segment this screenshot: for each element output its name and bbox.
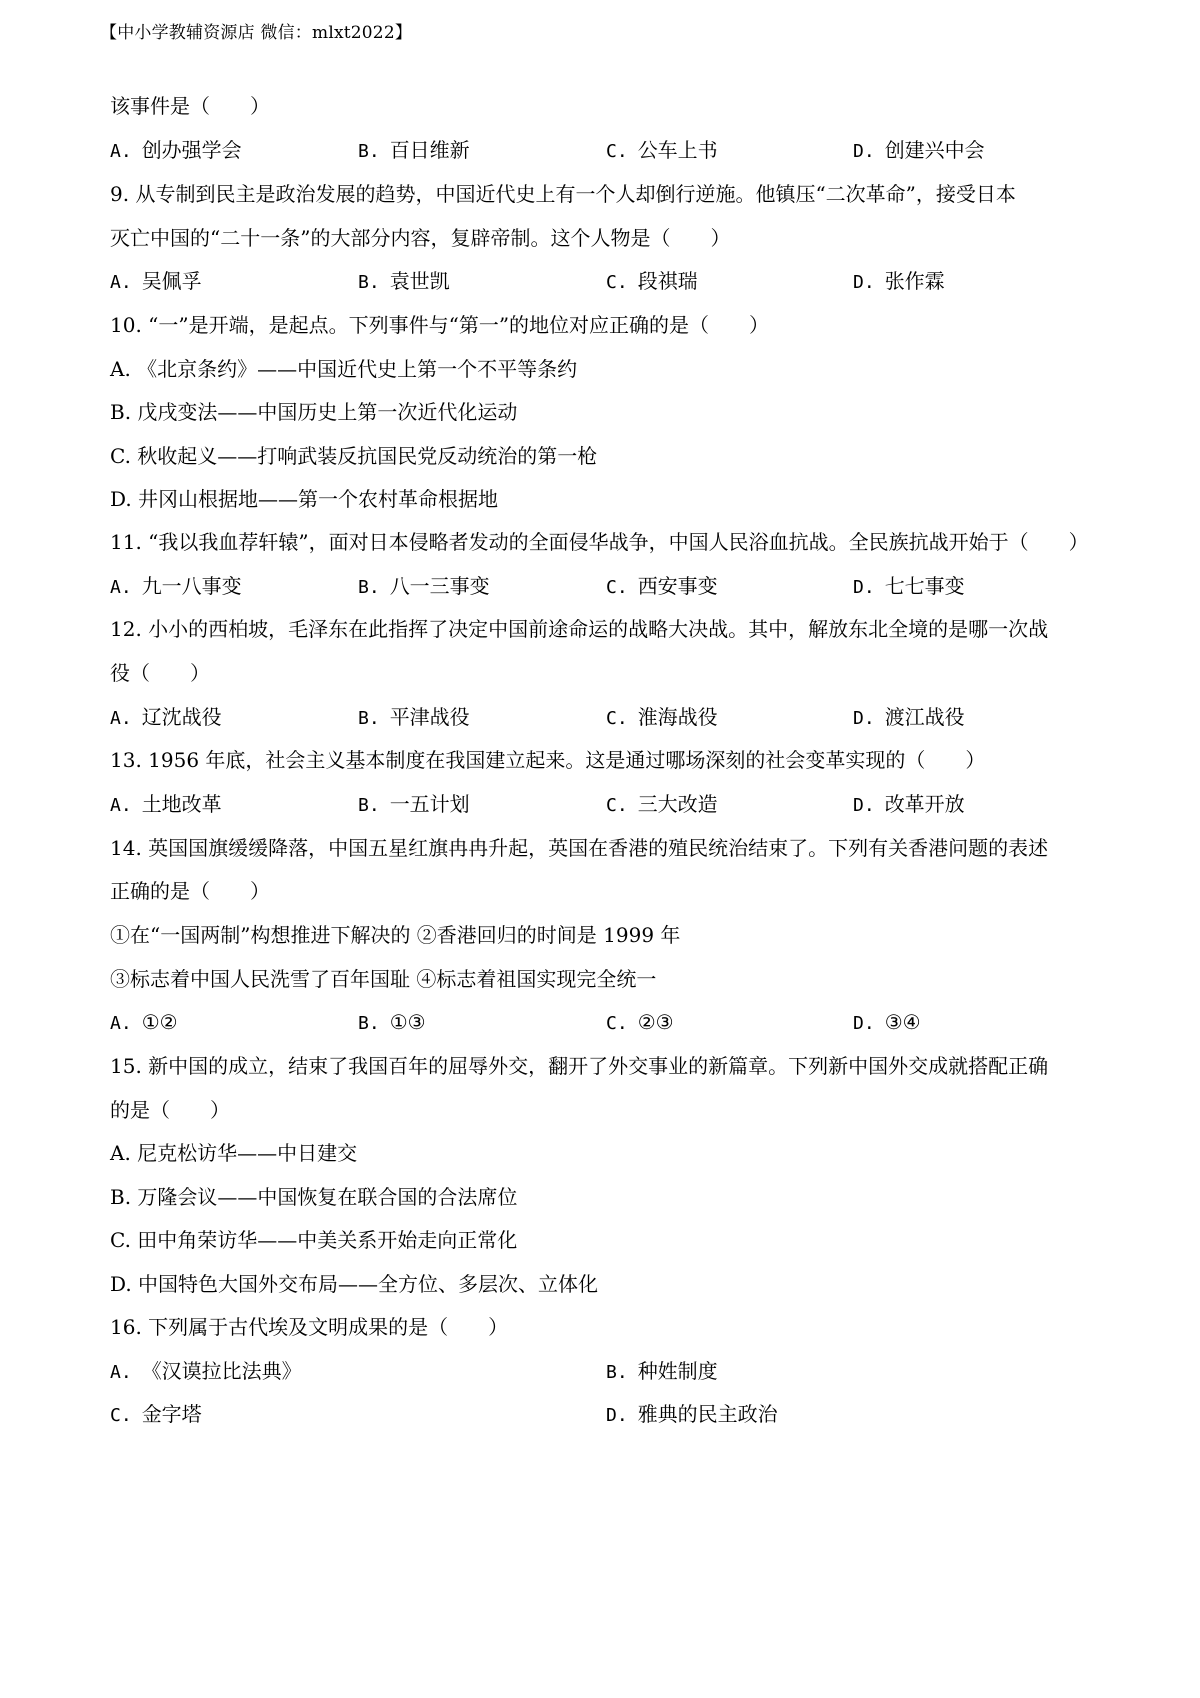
option-text: 百日维新 — [389, 138, 470, 162]
answer-option — [853, 136, 985, 166]
option-letter: A. — [110, 708, 132, 729]
option-text: ③④ — [884, 1010, 921, 1034]
option-text: ①② — [141, 1010, 178, 1034]
option-text: 创办强学会 — [141, 138, 242, 162]
option-letter: B. — [358, 577, 380, 598]
option-text: 创建兴中会 — [884, 138, 985, 162]
option-text: 《汉谟拉比法典》 — [141, 1359, 302, 1383]
text-line: 该事件是（ ） — [110, 94, 270, 118]
option-letter: A. — [110, 141, 132, 162]
option-letter: C. — [606, 141, 628, 162]
option-letter: D. — [853, 795, 875, 816]
option-text: 公车上书 — [637, 138, 718, 162]
option-text: 袁世凯 — [389, 269, 450, 293]
answer-option — [110, 267, 202, 297]
answer-option — [853, 790, 965, 820]
option-text: ①③ — [389, 1010, 426, 1034]
answer-option — [358, 1008, 426, 1038]
text-line: 14. 英国国旗缓缓降落，中国五星红旗冉冉升起，英国在香港的殖民统治结束了。下列有关香港问题的表述 — [110, 836, 1049, 860]
option-text: 一五计划 — [389, 792, 470, 816]
option-letter: D. — [853, 708, 875, 729]
option-text: 九一八事变 — [141, 574, 242, 598]
option-text: 种姓制度 — [637, 1359, 718, 1383]
text-line: 15. 新中国的成立，结束了我国百年的屈辱外交，翻开了外交事业的新篇章。下列新中国外交成就搭配正确 — [110, 1054, 1049, 1078]
option-letter: A. — [110, 795, 132, 816]
answer-option — [110, 1008, 178, 1038]
option-text: 七七事变 — [884, 574, 965, 598]
answer-option — [110, 136, 242, 166]
option-letter: D. — [853, 1013, 875, 1034]
option-text: ②③ — [637, 1010, 674, 1034]
text-line: 9. 从专制到民主是政治发展的趋势，中国近代史上有一个人却倒行逆施。他镇压“二次革命”，接受日本 — [110, 182, 1016, 206]
answer-option — [606, 267, 698, 297]
text-line: D. 井冈山根据地——第一个农村革命根据地 — [110, 487, 499, 511]
option-text: 段祺瑞 — [637, 269, 698, 293]
answer-option — [110, 572, 242, 602]
text-line: 正确的是（ ） — [110, 879, 270, 903]
option-letter: B. — [358, 141, 380, 162]
option-letter: C. — [606, 272, 628, 293]
text-line: 灭亡中国的“二十一条”的大部分内容，复辟帝制。这个人物是（ ） — [110, 226, 731, 250]
answer-option — [358, 572, 490, 602]
option-letter: D. — [853, 577, 875, 598]
answer-option — [606, 572, 718, 602]
text-line: C. 田中角荣访华——中美关系开始走向正常化 — [110, 1228, 518, 1252]
answer-option — [606, 1357, 718, 1387]
answer-option — [853, 572, 965, 602]
text-line: 13. 1956 年底，社会主义基本制度在我国建立起来。这是通过哪场深刻的社会变革实现的（ ） — [110, 748, 986, 772]
answer-option — [853, 1008, 921, 1038]
text-line: B. 戊戌变法——中国历史上第一次近代化运动 — [110, 400, 518, 424]
text-line: C. 秋收起义——打响武装反抗国民党反动统治的第一枪 — [110, 444, 598, 468]
option-letter: B. — [358, 795, 380, 816]
option-letter: A. — [110, 272, 132, 293]
text-line: 16. 下列属于古代埃及文明成果的是（ ） — [110, 1315, 509, 1339]
text-line: ③标志着中国人民洗雪了百年国耻 ④标志着祖国实现完全统一 — [110, 967, 657, 991]
text-line: B. 万隆会议——中国恢复在联合国的合法席位 — [110, 1185, 518, 1209]
text-line: 10. “一”是开端，是起点。下列事件与“第一”的地位对应正确的是（ ） — [110, 313, 770, 337]
option-text: 金字塔 — [141, 1402, 202, 1426]
option-text: 平津战役 — [389, 705, 470, 729]
option-letter: B. — [358, 708, 380, 729]
option-letter: C. — [110, 1405, 132, 1426]
text-line: ①在“一国两制”构想推进下解决的 ②香港回归的时间是 1999 年 — [110, 923, 681, 947]
answer-option — [606, 790, 718, 820]
option-letter: C. — [606, 795, 628, 816]
answer-option — [358, 703, 470, 733]
answer-option — [606, 136, 718, 166]
option-text: 改革开放 — [884, 792, 965, 816]
option-letter: B. — [358, 272, 380, 293]
answer-option — [853, 703, 965, 733]
option-letter: A. — [110, 577, 132, 598]
text-line: A. 《北京条约》——中国近代史上第一个不平等条约 — [110, 357, 578, 381]
option-letter: D. — [853, 272, 875, 293]
option-text: 雅典的民主政治 — [637, 1402, 778, 1426]
answer-option — [606, 703, 718, 733]
answer-option — [358, 267, 450, 297]
option-text: 八一三事变 — [389, 574, 490, 598]
text-line: 11. “我以我血荐轩辕”，面对日本侵略者发动的全面侵华战争，中国人民浴血抗战。全民族抗战开始于（ ） — [110, 530, 1089, 554]
text-line: 役（ ） — [110, 661, 210, 685]
answer-option — [110, 1357, 302, 1387]
option-text: 辽沈战役 — [141, 705, 222, 729]
option-letter: B. — [358, 1013, 380, 1034]
answer-option — [358, 136, 470, 166]
answer-option — [606, 1008, 674, 1038]
answer-option — [358, 790, 470, 820]
answer-option — [853, 267, 945, 297]
option-letter: C. — [606, 1013, 628, 1034]
option-text: 渡江战役 — [884, 705, 965, 729]
option-letter: A. — [110, 1362, 132, 1383]
option-text: 土地改革 — [141, 792, 222, 816]
option-letter: C. — [606, 577, 628, 598]
option-letter: C. — [606, 708, 628, 729]
option-text: 吴佩孚 — [141, 269, 202, 293]
text-line: 12. 小小的西柏坡，毛泽东在此指挥了决定中国前途命运的战略大决战。其中，解放东北全境的是哪一次战 — [110, 617, 1049, 641]
page-header: 【中小学教辅资源店 微信：mlxt2022】 — [100, 23, 413, 43]
option-text: 淮海战役 — [637, 705, 718, 729]
option-text: 西安事变 — [637, 574, 718, 598]
option-letter: A. — [110, 1013, 132, 1034]
text-line: 的是（ ） — [110, 1098, 230, 1122]
text-line: A. 尼克松访华——中日建交 — [110, 1141, 358, 1165]
option-letter: D. — [606, 1405, 628, 1426]
option-letter: B. — [606, 1362, 628, 1383]
text-line: D. 中国特色大国外交布局——全方位、多层次、立体化 — [110, 1272, 599, 1296]
answer-option — [110, 1400, 202, 1430]
answer-option — [606, 1400, 778, 1430]
option-letter: D. — [853, 141, 875, 162]
answer-option — [110, 703, 222, 733]
option-text: 张作霖 — [884, 269, 945, 293]
answer-option — [110, 790, 222, 820]
option-text: 三大改造 — [637, 792, 718, 816]
